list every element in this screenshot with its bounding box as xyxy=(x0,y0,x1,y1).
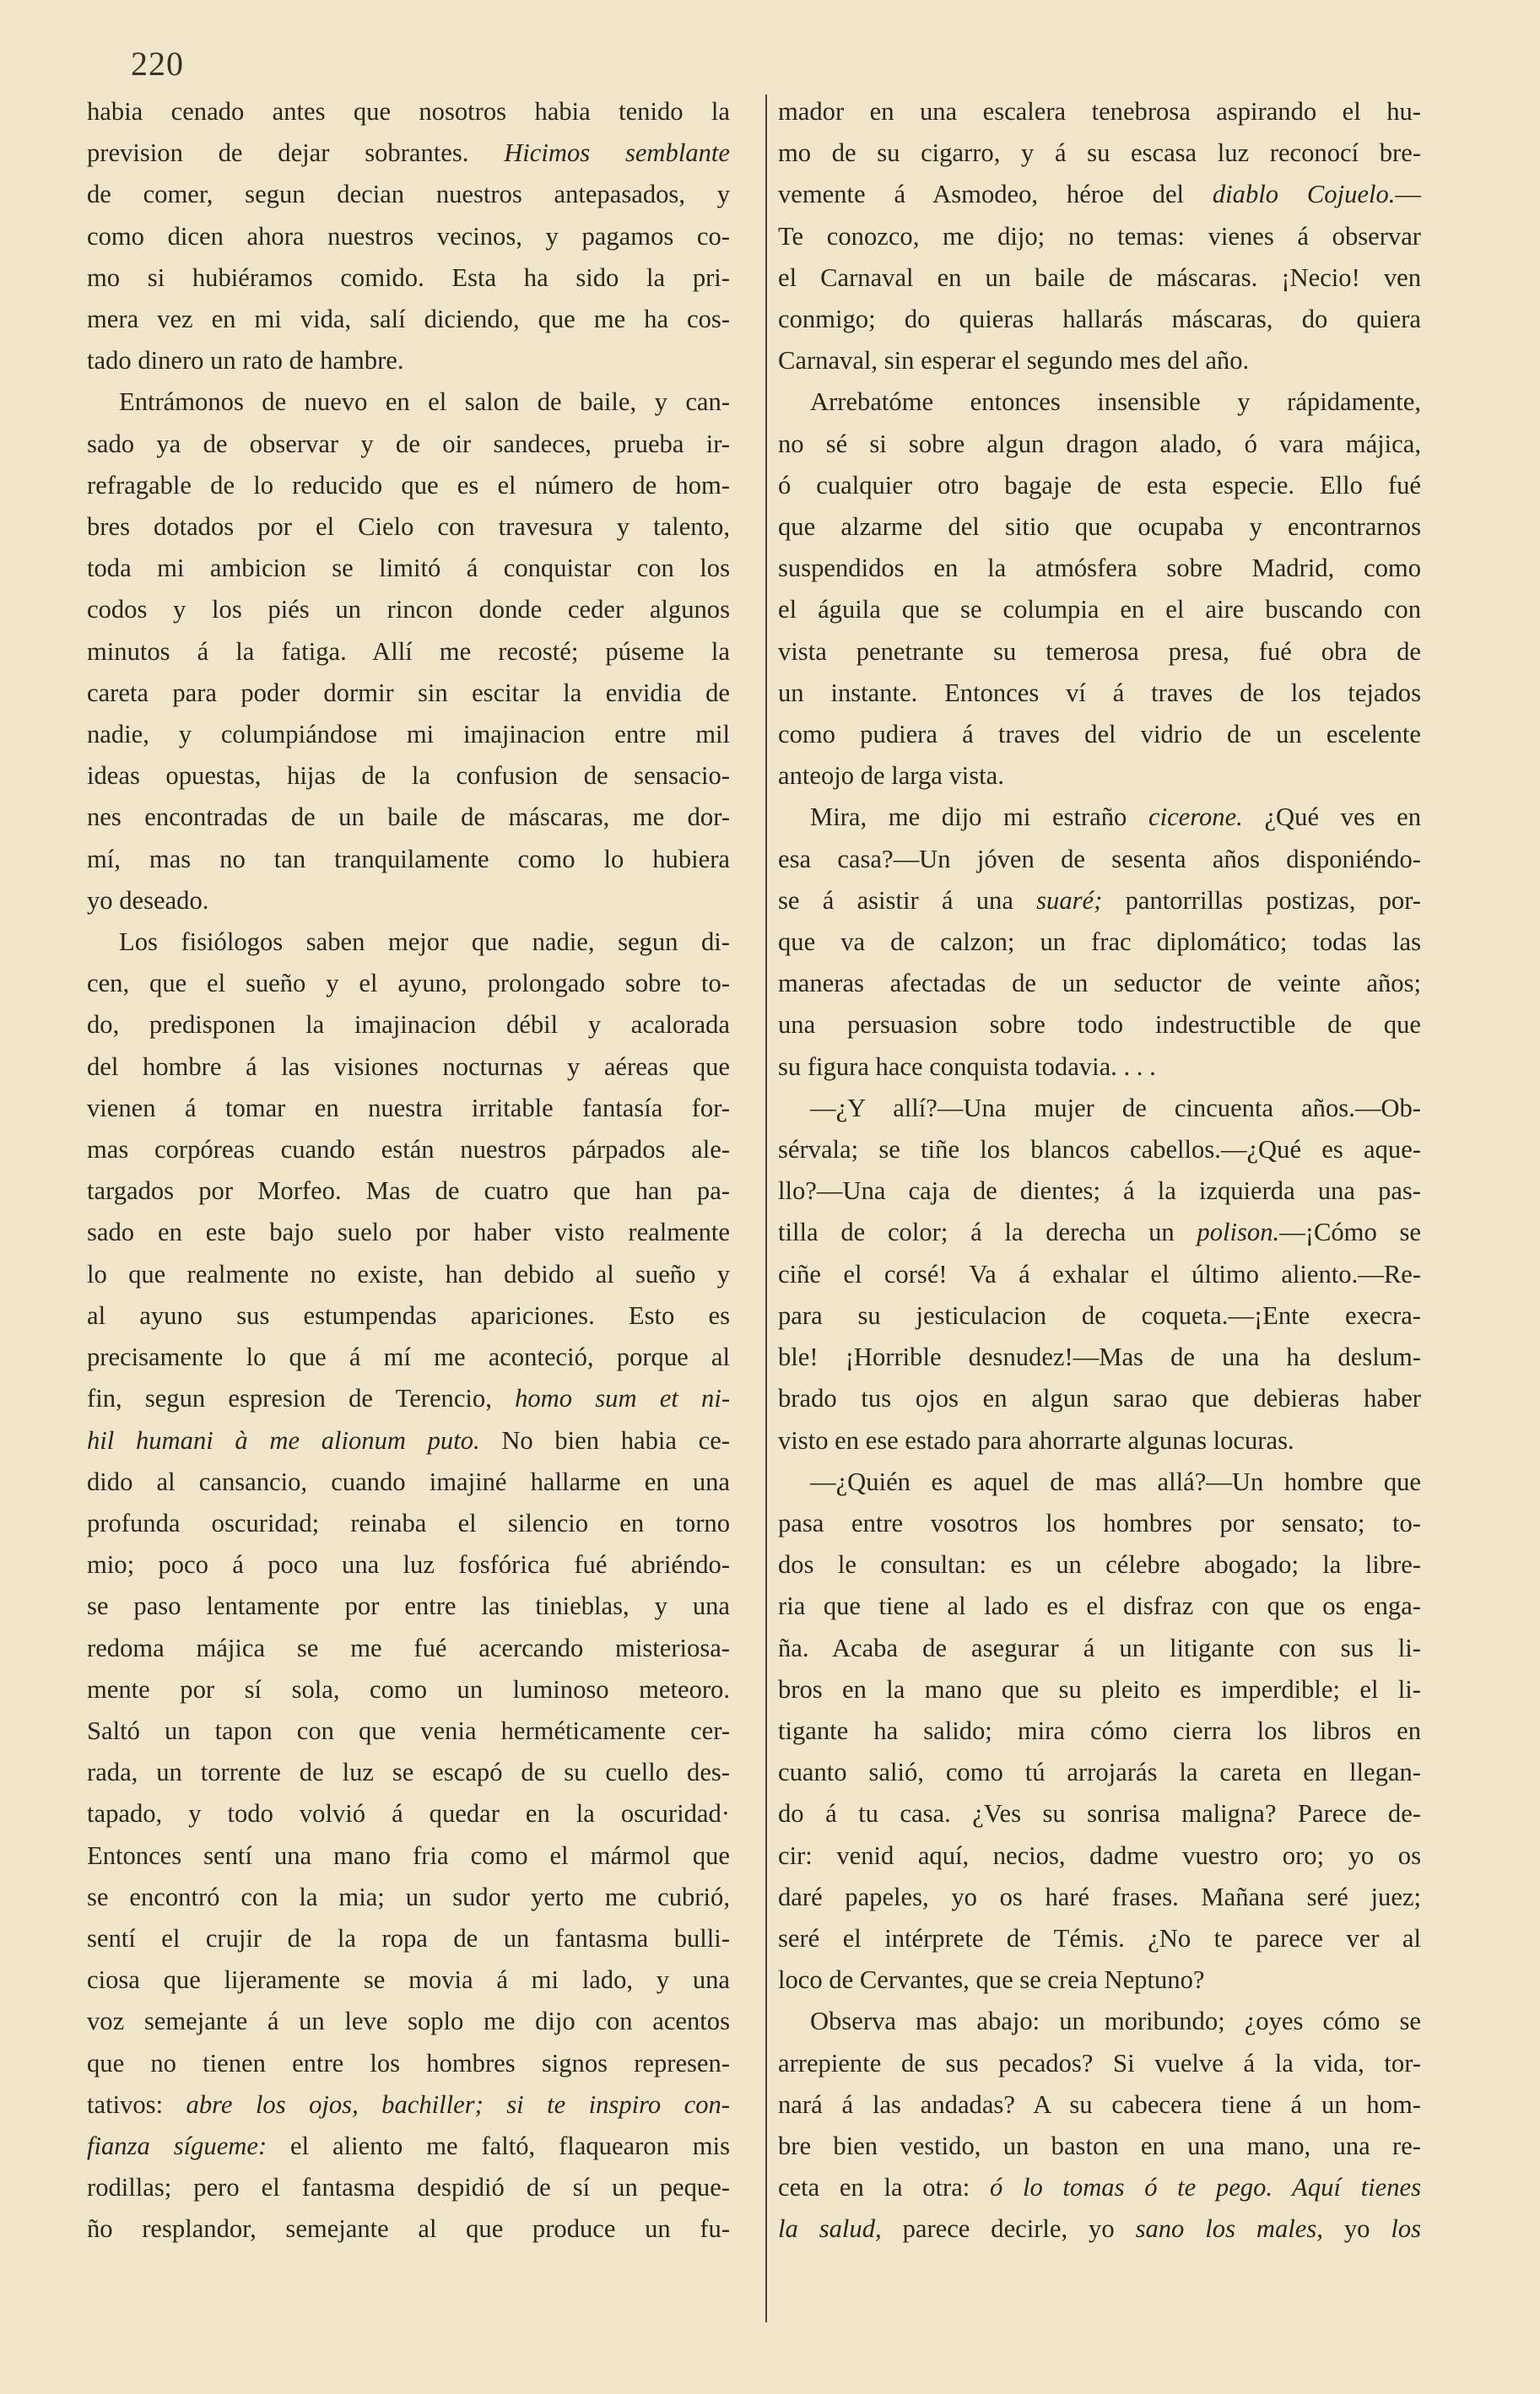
text-line: sérvala; se tiñe los blancos cabellos.—¿Qué es aque- xyxy=(778,1135,1421,1165)
text-line: redoma májica se me fué acercando misteriosa- xyxy=(87,1633,730,1662)
text-line: voz semejante á un leve soplo me dijo con acentos xyxy=(87,2007,730,2036)
text-line: cir: venid aquí, necios, dadme vuestro oro; yo os xyxy=(778,1840,1421,1870)
text-line: el águila que se columpia en el aire buscando con xyxy=(778,595,1421,624)
text-line: bros en la mano que su pleito es imperdible; el li- xyxy=(778,1674,1421,1704)
text-line: Carnaval, sin esperar el segundo mes del año. xyxy=(778,346,1250,376)
text-line: ño resplandor, semejante al que produce un fu- xyxy=(87,2214,730,2244)
text-line: cen, que el sueño y el ayuno, prolongado sobre to- xyxy=(87,969,730,998)
text-line: mador en una escalera tenebrosa aspirando el hu- xyxy=(778,97,1421,126)
text-line: al ayuno sus estumpendas apariciones. Esto es xyxy=(87,1300,730,1330)
text-line: do á tu casa. ¿Ves su sonrisa maligna? Parece de- xyxy=(778,1799,1421,1829)
text-line: ciñe el corsé! Va á exhalar el último aliento.—Re- xyxy=(778,1259,1421,1289)
text-line: se paso lentamente por entre las tinieblas, y una xyxy=(87,1591,730,1621)
text-line: habia cenado antes que nosotros habia tenido la xyxy=(87,97,730,126)
text-line: fin, segun espresion de Terencio, homo sum et ni- xyxy=(87,1384,731,1413)
text-line: Observa mas abajo: un moribundo; ¿oyes cómo se xyxy=(810,2007,1421,2036)
text-line: el Carnaval en un baile de máscaras. ¡Necio! ven xyxy=(778,262,1421,292)
text-line: que no tienen entre los hombres signos represen- xyxy=(87,2048,730,2078)
text-line: yo deseado. xyxy=(87,885,209,915)
text-line: arrepiente de sus pecados? Si vuelve á la vida, tor- xyxy=(778,2048,1421,2078)
text-line: su figura hace conquista todavia. . . . xyxy=(778,1051,1156,1081)
text-line: nará á las andadas? A su cabecera tiene á un hom- xyxy=(778,2089,1421,2119)
text-line: daré papeles, yo os haré frases. Mañana seré juez; xyxy=(778,1882,1421,1911)
text-line: sado en este bajo suelo por haber visto realmente xyxy=(87,1218,730,1247)
text-line: un instante. Entonces ví á traves de los tejados xyxy=(778,678,1421,707)
text-line: mo si hubiéramos comido. Esta ha sido la pri- xyxy=(87,262,730,292)
text-line: ó cualquier otro bagaje de esta especie. Ello fué xyxy=(778,470,1421,500)
text-line: toda mi ambicion se limitó á conquistar con los xyxy=(87,554,730,583)
text-line: como pudiera á traves del vidrio de un escelente xyxy=(778,720,1421,749)
text-line: Arrebatóme entonces insensible y rápidamente, xyxy=(810,387,1421,417)
text-line: refragable de lo reducido que es el número de hom- xyxy=(87,470,730,500)
text-line: ideas opuestas, hijas de la confusion de sensacio- xyxy=(87,761,730,791)
text-line: ciosa que lijeramente se movia á mi lado, y una xyxy=(87,1965,730,1995)
text-line: bres dotados por el Cielo con travesura y talento, xyxy=(87,512,730,542)
text-line: codos y los piés un rincon donde ceder algunos xyxy=(87,595,730,624)
text-line: para su jesticulacion de coqueta.—¡Ente execra- xyxy=(778,1300,1421,1330)
text-line: tilla de color; á la derecha un polison.—¡Cómo se xyxy=(778,1218,1421,1247)
text-line: rada, un torrente de luz se escapó de su cuello des- xyxy=(87,1758,730,1787)
text-line: ble! ¡Horrible desnudez!—Mas de una ha deslum- xyxy=(778,1343,1421,1372)
text-line: nadie, y columpiándose mi imajinacion entre mil xyxy=(87,720,730,749)
text-line: no sé si sobre algun dragon alado, ó vara májica, xyxy=(778,429,1421,458)
text-line: tado dinero un rato de hambre. xyxy=(87,346,404,376)
text-line: mente por sí sola, como un luminoso meteoro. xyxy=(87,1674,730,1704)
text-line: que va de calzon; un frac diplomático; todas las xyxy=(778,927,1421,957)
text-line: Te conozco, me dijo; no temas: vienes á observar xyxy=(778,221,1421,251)
text-line: pasa entre vosotros los hombres por sensato; to- xyxy=(778,1508,1421,1537)
text-line: dos le consultan: es un célebre abogado; la libre- xyxy=(778,1550,1421,1580)
text-line: que alzarme del sitio que ocupaba y encontrarnos xyxy=(778,512,1421,542)
text-line: de comer, segun decian nuestros antepasados, y xyxy=(87,180,730,209)
text-line: visto en ese estado para ahorrarte algunas locuras. xyxy=(778,1425,1294,1455)
text-line: sado ya de observar y de oir sandeces, prueba ir- xyxy=(87,429,730,458)
page-number: 220 xyxy=(131,45,184,83)
text-line: sentí el crujir de la ropa de un fantasma bulli- xyxy=(87,1923,730,1953)
text-line: se á asistir á una suaré; pantorrillas postizas, por- xyxy=(778,885,1421,915)
right-column xyxy=(778,91,1421,2251)
text-line: dido al cansancio, cuando imajiné hallarme en una xyxy=(87,1467,730,1496)
text-line: Entonces sentí una mano fria como el mármol que xyxy=(87,1840,730,1870)
text-line: mio; poco á poco una luz fosfórica fué abriéndo- xyxy=(87,1550,730,1580)
text-line: mí, mas no tan tranquilamente como lo hubiera xyxy=(87,844,730,873)
text-line: del hombre á las visiones nocturnas y aéreas que xyxy=(87,1051,730,1081)
text-line: Saltó un tapon con que venia herméticamente cer- xyxy=(87,1716,730,1745)
text-line: nes encontradas de un baile de máscaras, me dor- xyxy=(87,803,730,832)
text-line: vista penetrante su temerosa presa, fué obra de xyxy=(778,636,1421,666)
text-line: brado tus ojos en algun sarao que debieras haber xyxy=(778,1384,1421,1413)
text-line: tativos: abre los ojos, bachiller; si te inspiro con- xyxy=(87,2089,730,2119)
text-line: targados por Morfeo. Mas de cuatro que han pa- xyxy=(87,1176,730,1206)
text-line: tapado, y todo volvió á quedar en la oscuridad· xyxy=(87,1799,730,1829)
text-line: como dicen ahora nuestros vecinos, y pagamos co- xyxy=(87,221,730,251)
text-line: Los fisiólogos saben mejor que nadie, segun di- xyxy=(119,927,730,957)
text-line: la salud, parece decirle, yo sano los males, yo los xyxy=(778,2214,1422,2244)
text-line: conmigo; do quieras hallarás máscaras, do quiera xyxy=(778,305,1421,334)
text-line: seré el intérprete de Témis. ¿No te parece ver al xyxy=(778,1923,1421,1953)
text-line: se encontró con la mia; un sudor yerto me cubrió, xyxy=(87,1882,730,1911)
text-line: anteojo de larga vista. xyxy=(778,761,1004,791)
text-line: bre bien vestido, un baston en una mano, una re- xyxy=(778,2131,1421,2160)
column-divider xyxy=(765,95,767,2322)
text-line: Mira, me dijo mi estraño cicerone. ¿Qué ves en xyxy=(810,803,1421,832)
text-line: lo que realmente no existe, han debido al sueño y xyxy=(87,1259,730,1289)
text-line: mera vez en mi vida, salí diciendo, que me ha cos- xyxy=(87,305,730,334)
text-line: llo?—Una caja de dientes; á la izquierda una pas- xyxy=(778,1176,1421,1206)
text-line: vienen á tomar en nuestra irritable fantasía for- xyxy=(87,1093,730,1122)
text-line: careta para poder dormir sin escitar la envidia de xyxy=(87,678,730,707)
text-line: profunda oscuridad; reinaba el silencio en torno xyxy=(87,1508,730,1537)
text-line: precisamente lo que á mí me aconteció, porque al xyxy=(87,1343,730,1372)
text-line: do, predisponen la imajinacion débil y acalorada xyxy=(87,1010,730,1040)
left-column xyxy=(87,91,730,2251)
text-line: fianza sígueme: el aliento me faltó, flaquearon mis xyxy=(87,2131,731,2160)
text-line: prevision de dejar sobrantes. Hicimos semblante xyxy=(87,138,731,168)
text-line: rodillas; pero el fantasma despidió de sí un peque- xyxy=(87,2173,730,2202)
text-line: loco de Cervantes, que se creia Neptuno? xyxy=(778,1965,1205,1995)
text-line: una persuasion sobre todo indestructible de que xyxy=(778,1010,1421,1040)
text-line: cuanto salió, como tú arrojarás la careta en llegan- xyxy=(778,1758,1421,1787)
text-line: vemente á Asmodeo, héroe del diablo Cojuelo.— xyxy=(778,180,1421,209)
text-line: —¿Quién es aquel de mas allá?—Un hombre que xyxy=(810,1467,1421,1496)
text-line: tigante ha salido; mira cómo cierra los libros en xyxy=(778,1716,1421,1745)
text-line: ña. Acaba de asegurar á un litigante con sus li- xyxy=(778,1633,1421,1662)
text-line: maneras afectadas de un seductor de veinte años; xyxy=(778,969,1421,998)
text-line: —¿Y allí?—Una mujer de cincuenta años.—Ob- xyxy=(810,1093,1421,1122)
text-line: esa casa?—Un jóven de sesenta años disponiéndo- xyxy=(778,844,1421,873)
text-line: Entrámonos de nuevo en el salon de baile, y can- xyxy=(119,387,730,417)
text-line: ceta en la otra: ó lo tomas ó te pego. Aquí tienes xyxy=(778,2173,1421,2202)
text-line: hil humani à me alionum puto. No bien habia ce- xyxy=(87,1425,730,1455)
text-line: mas corpóreas cuando están nuestros párpados ale- xyxy=(87,1135,730,1165)
text-line: ria que tiene al lado es el disfraz con que os enga- xyxy=(778,1591,1421,1621)
text-line: mo de su cigarro, y á su escasa luz reconocí bre- xyxy=(778,138,1421,168)
text-line: minutos á la fatiga. Allí me recosté; púseme la xyxy=(87,636,730,666)
text-line: suspendidos en la atmósfera sobre Madrid, como xyxy=(778,554,1421,583)
